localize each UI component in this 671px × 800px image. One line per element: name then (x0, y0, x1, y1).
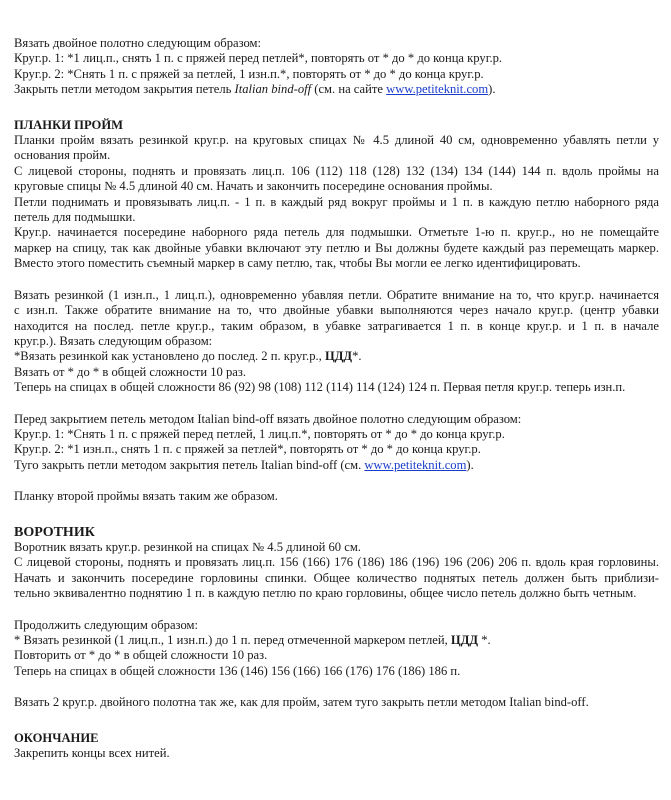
section-heading-finishing: ОКОНЧАНИЕ (14, 730, 99, 745)
text-line: Вязать резинкой (1 изн.п., 1 лиц.п.), одновременно убавляя петли. Обратите внимание на то, что круг.р. начинается (14, 287, 659, 302)
text-line: петель для подмышки. (14, 210, 136, 225)
text-line: Круг.р. 2: *1 изн.п., снять 1 п. с пряжей за петлей*, повторять от * до * до конца круг.р. (14, 442, 481, 457)
text-line: Круг.р. начинается посередине наборного ряда петель для подмышки. Отметьте 1-ю п. круг.р., но не помещайте (14, 225, 659, 240)
text-line: Повторить от * до * в общей сложности 10 раз. (14, 648, 268, 663)
italic-term: Italian bind-off (234, 82, 312, 97)
text-line: Круг.р. 1: *Снять 1 п. с пряжей перед петлей, 1 лиц.п.*, повторять от * до * до конца круг.р. (14, 426, 505, 441)
text-line: * Вязать резинкой (1 лиц.п., 1 изн.п.) до 1 п. перед отмеченной маркером петлей, ЦДД *. (14, 633, 491, 647)
text-line: Петли поднимать и провязывать лиц.п. - 1 п. в каждый ряд вокруг проймы и 1 п. в каждую петлю наборного ряда (14, 194, 659, 209)
text-line: маркер на спицу, так как двойные убавки включают эту петлю и Вы должны будете каждый раз перемещать маркер. (14, 240, 659, 255)
text-line: находится на послед. петле круг.р., таким образом, в убавке затрагивается 1 п. в конце круг.р. и 1 п. в начале (14, 318, 659, 333)
text-line: Теперь на спицах в общей сложности 136 (146) 156 (166) 166 (176) 176 (186) 186 п. (14, 663, 461, 678)
text-line: круговые спицы № 4.5 длиной 40 см. Начать и закончить посередине основания проймы. (14, 179, 493, 194)
text-line: Начать и закончить посередине горловины спинки. Общее количество поднятых петель должен быть приблизи- (14, 570, 659, 585)
text-line: Туго закрыть петли методом закрытия петель Italian bind-off (см. www.petiteknit.com). (14, 457, 474, 472)
section-heading-collar: ВОРОТНИК (14, 524, 95, 540)
text-line: Вязать от * до * в общей сложности 10 раз. (14, 364, 246, 379)
petiteknit-link[interactable]: www.petiteknit.com (386, 82, 489, 97)
section-heading-armhole-bands: ПЛАНКИ ПРОЙМ (14, 117, 124, 132)
text-line: Планки пройм вязать резинкой круг.р. на круговых спицах № 4.5 длиной 40 см, одновременно убавлять петли у (14, 133, 659, 148)
text-line: Вязать двойное полотно следующим образом: (14, 36, 262, 50)
text-line: тельно эквивалентно поднятию 1 п. в каждую петлю по краю горловины, общее число петель должно быть четным. (14, 586, 637, 601)
text-line: Планку второй проймы вязать таким же образом. (14, 489, 278, 504)
petiteknit-link[interactable]: www.petiteknit.com (364, 457, 467, 472)
bold-term: ЦДД (450, 633, 479, 647)
text-line: Продолжить следующим образом: (14, 617, 198, 632)
text-line: Вместо этого поместить съемный маркер в саму петлю, так, чтобы Вы могли ее легко идентифицировать. (14, 256, 581, 271)
text-line: С лицевой стороны, поднять и провязать лиц.п. 106 (112) 118 (128) 132 (134) 134 (144) 144 п. вдоль проймы на (14, 163, 659, 178)
text-line: Вязать 2 круг.р. двойного полотна так же, как для пройм, затем туго закрыть петли методом Italian bind-off. (14, 695, 589, 710)
text-line: С лицевой стороны, поднять и провязать лиц.п. 156 (166) 176 (186) 186 (196) 196 (206) 206 п. вдоль края горловины. (14, 555, 659, 570)
bold-term: ЦДД (324, 349, 353, 364)
text-line: Круг.р. 2: *Снять 1 п. с пряжей за петлей, 1 изн.п.*, повторять от * до * до конца круг.р. (14, 66, 484, 81)
text-line: Перед закрытием петель методом Italian bind-off вязать двойное полотно следующим образом: (14, 411, 522, 426)
text-line: Круг.р. 1: *1 лиц.п., снять 1 п. с пряжей перед петлей*, повторять от * до * до конца круг.р. (14, 51, 503, 66)
text-line: с изн.п. Также обратите внимание на то, что двойные убавки выполняются через начало круг.р. (центр убавки (14, 303, 659, 318)
text-line: Теперь на спицах в общей сложности 86 (92) 98 (108) 112 (114) 114 (124) 124 п. Первая петля круг.р. теперь изн.п. (14, 380, 626, 395)
pattern-page (14, 36, 659, 761)
text-line: Закрепить концы всех нитей. (14, 746, 170, 761)
text-line: основания пройм. (14, 148, 111, 163)
text-line: Воротник вязать круг.р. резинкой на спицах № 4.5 длиной 60 см. (14, 539, 361, 554)
text-line: *Вязать резинкой как установлено до послед. 2 п. круг.р., ЦДД*. (14, 349, 362, 364)
text-line: круг.р.). Вязать следующим образом: (14, 333, 213, 348)
text-line: Закрыть петли методом закрытия петель Italian bind-off (см. на сайте www.petiteknit.com). (14, 82, 496, 97)
